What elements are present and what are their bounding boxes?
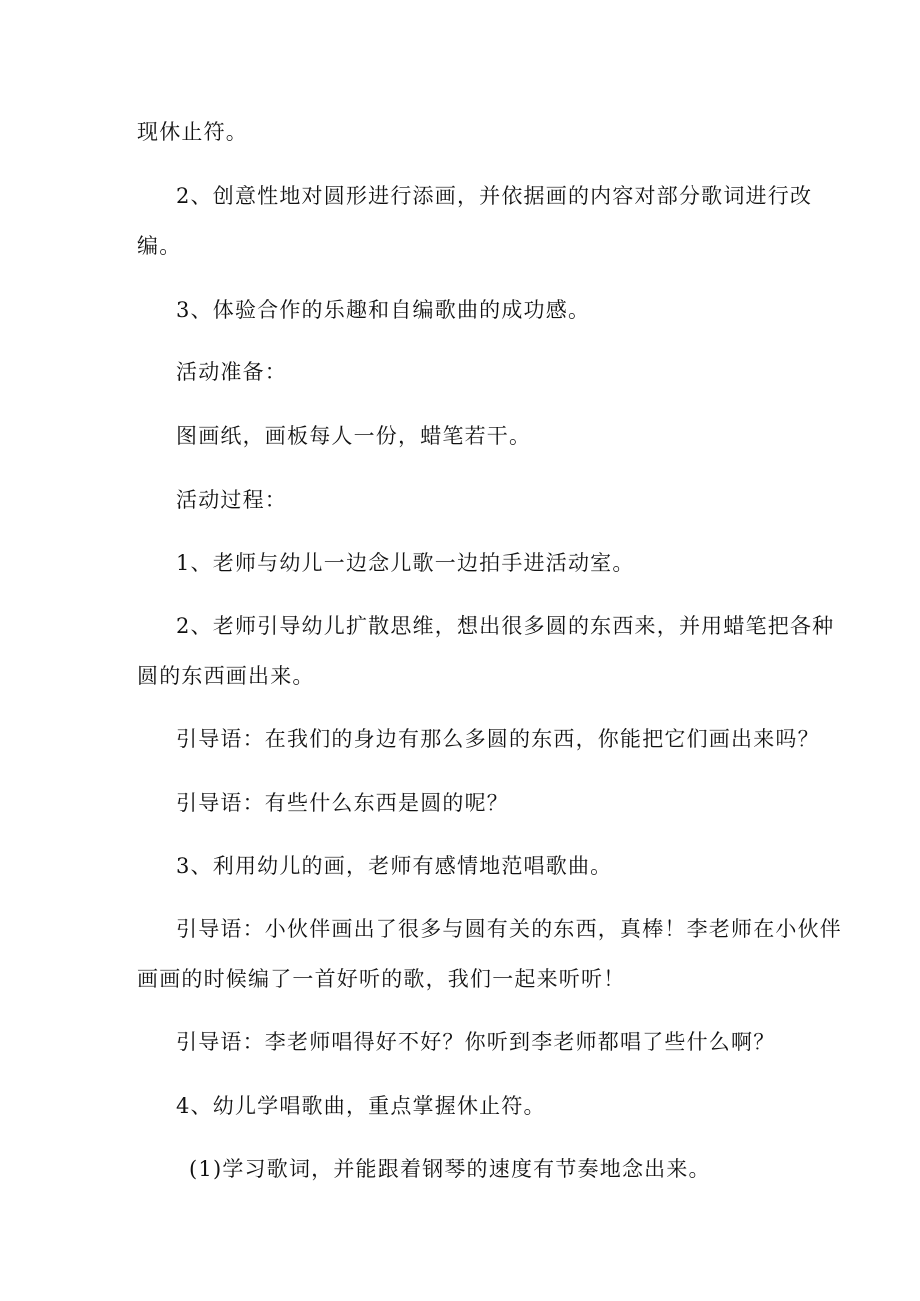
section-heading-preparation: 活动准备：	[176, 360, 287, 384]
section-heading-process: 活动过程：	[176, 488, 287, 512]
goal-item-2-continuation: 编。	[137, 234, 182, 258]
process-step-1: 1、老师与幼儿一边念儿歌一边拍手进活动室。	[176, 551, 635, 575]
guide-question-2: 引导语：有些什么东西是圆的呢？	[176, 791, 509, 815]
goal-item-2: 2、创意性地对圆形进行添画，并依据画的内容对部分歌词进行改	[176, 184, 813, 208]
text-line-continuation: 现休止符。	[137, 120, 248, 144]
process-step-2: 2、老师引导幼儿扩散思维，想出很多圆的东西来，并用蜡笔把各种	[176, 614, 835, 638]
guide-question-3-continuation: 画画的时候编了一首好听的歌，我们一起来听听！	[137, 967, 626, 991]
guide-question-4: 引导语：李老师唱得好不好？你听到李老师都唱了些什么啊？	[176, 1030, 776, 1054]
sub-step-1: (1)学习歌词，并能跟着钢琴的速度有节奏地念出来。	[189, 1157, 711, 1181]
preparation-text: 图画纸，画板每人一份，蜡笔若干。	[176, 424, 532, 448]
guide-question-1: 引导语：在我们的身边有那么多圆的东西，你能把它们画出来吗？	[176, 727, 820, 751]
process-step-2-continuation: 圆的东西画出来。	[137, 664, 315, 688]
guide-question-3: 引导语：小伙伴画出了很多与圆有关的东西，真棒！李老师在小伙伴	[176, 917, 842, 941]
process-step-3: 3、利用幼儿的画，老师有感情地范唱歌曲。	[176, 854, 613, 878]
process-step-4: 4、幼儿学唱歌曲，重点掌握休止符。	[176, 1094, 546, 1118]
goal-item-3: 3、体验合作的乐趣和自编歌曲的成功感。	[176, 298, 591, 322]
